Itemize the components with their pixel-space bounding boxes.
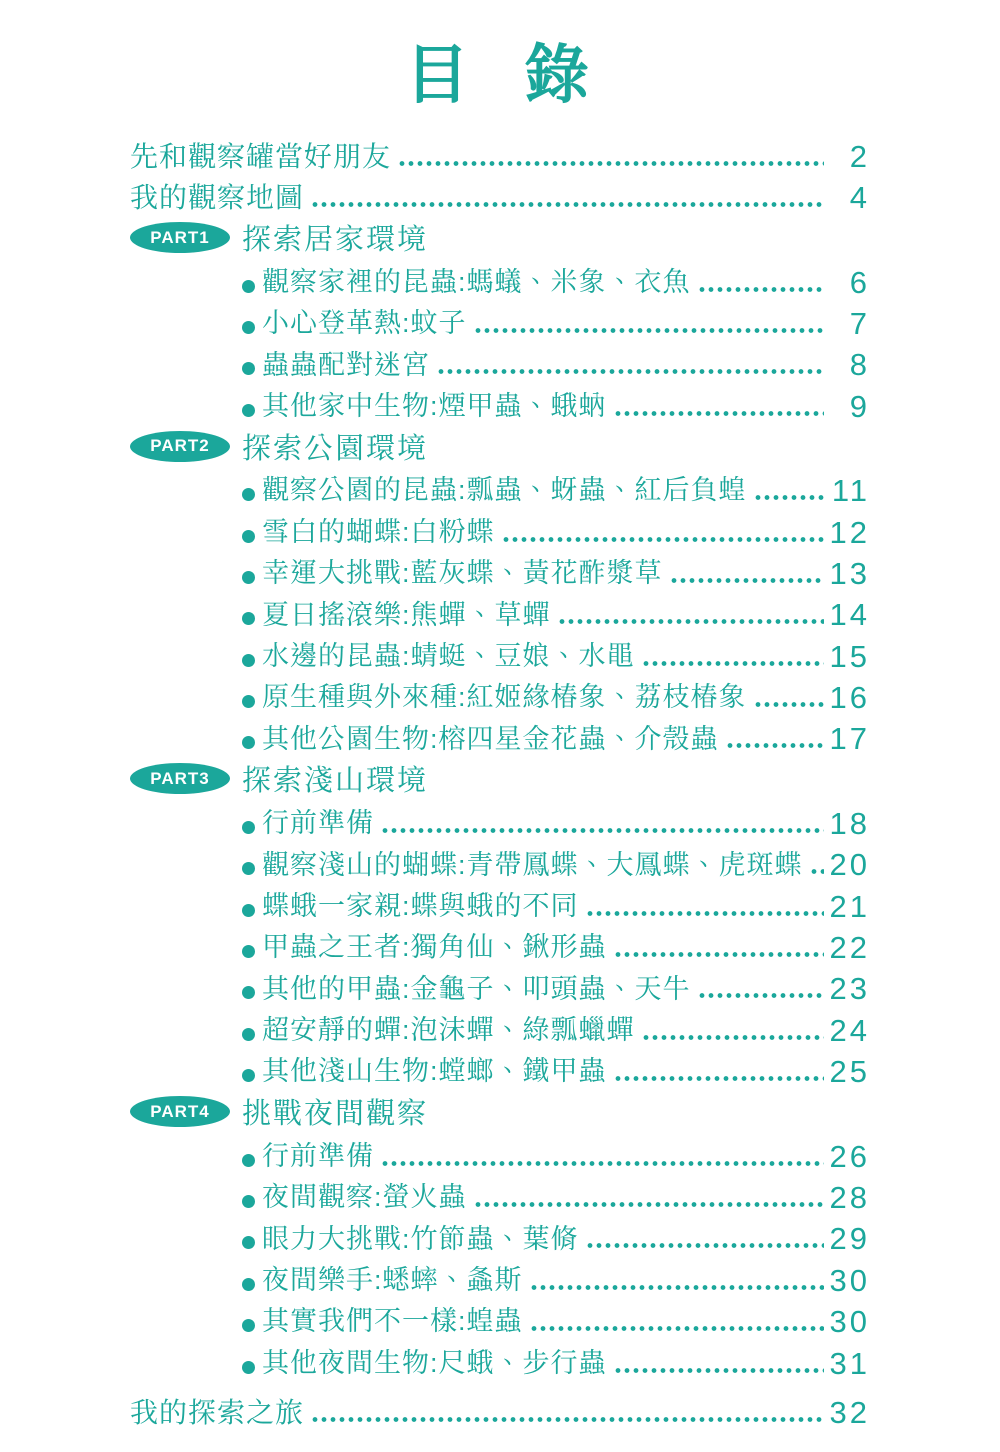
toc-entry-label: 夜間觀察:螢火蟲 [262, 1182, 467, 1213]
bullet-icon [242, 530, 255, 543]
bullet-icon [242, 1361, 255, 1374]
toc-item [242, 632, 870, 673]
dotted-leader [699, 286, 824, 293]
dotted-leader [531, 1284, 824, 1291]
part-badge: PART3 [130, 763, 230, 794]
bullet-icon [242, 571, 255, 584]
toc-entry-label: 雪白的蝴蝶:白粉蝶 [262, 516, 495, 547]
toc-item [242, 341, 870, 382]
dotted-leader [531, 1325, 824, 1332]
bullet-icon [242, 280, 255, 293]
page-number: 30 [829, 1262, 870, 1298]
toc-item [242, 300, 870, 341]
page-number: 2 [849, 138, 870, 174]
dotted-leader [727, 742, 824, 749]
toc-item [242, 1006, 870, 1047]
part-title: 探索公園環境 [242, 432, 429, 465]
toc-item [242, 1298, 870, 1339]
bullet-icon [242, 1154, 255, 1167]
toc-entry-label: 我的探索之旅 [130, 1396, 305, 1428]
page-number: 26 [829, 1138, 870, 1174]
page-number: 29 [829, 1221, 870, 1257]
dotted-leader [312, 201, 824, 208]
toc-entry-label: 觀察公園的昆蟲:瓢蟲、蚜蟲、紅后負蝗 [262, 475, 747, 506]
page-number: 24 [829, 1012, 870, 1048]
page-number: 25 [829, 1054, 870, 1090]
bullet-icon [242, 945, 255, 958]
toc-entry-label: 蟲蟲配對迷宮 [262, 349, 430, 380]
page-number: 15 [829, 638, 870, 674]
part-header [130, 424, 870, 467]
page-number: 17 [829, 721, 870, 757]
dotted-leader [615, 1367, 824, 1374]
toc-item [242, 508, 870, 549]
page-number: 22 [829, 930, 870, 966]
bullet-icon [242, 1028, 255, 1041]
toc-entry-label: 其他家中生物:煙甲蟲、蛾蚋 [262, 390, 607, 421]
part-header [130, 1089, 870, 1132]
bullet-icon [242, 1319, 255, 1332]
toc-item [242, 1215, 870, 1256]
page-title: 目 錄 [405, 39, 595, 111]
toc-entry-label: 其他的甲蟲:金龜子、叩頭蟲、天牛 [262, 973, 691, 1004]
page-number: 6 [849, 264, 870, 300]
page-number: 18 [829, 805, 870, 841]
dotted-leader [643, 660, 824, 667]
toc-item [242, 1132, 870, 1173]
toc-entry-label: 行前準備 [262, 808, 374, 839]
toc-list [130, 132, 870, 1430]
dotted-leader [382, 1160, 824, 1167]
toc-item [242, 965, 870, 1006]
part-header [130, 756, 870, 799]
toc-item [242, 1174, 870, 1215]
dotted-leader [503, 536, 824, 543]
toc-item [242, 258, 870, 299]
toc-entry-label: 原生種與外來種:紅姬緣椿象、荔枝椿象 [262, 682, 747, 713]
page-number: 16 [829, 680, 870, 716]
dotted-leader [438, 368, 824, 375]
page-number: 9 [849, 388, 870, 424]
bullet-icon [242, 904, 255, 917]
dotted-leader [671, 577, 824, 584]
dotted-leader [312, 1416, 824, 1423]
toc-entry-label: 其他公園生物:榕四星金花蟲、介殼蟲 [262, 723, 719, 754]
page-number: 21 [829, 888, 870, 924]
bullet-icon [242, 321, 255, 334]
dotted-leader [699, 992, 824, 999]
toc-entry-label: 夏日搖滾樂:熊蟬、草蟬 [262, 599, 551, 630]
toc-entry-label: 超安靜的蟬:泡沫蟬、綠瓢蠟蟬 [262, 1015, 635, 1046]
bullet-icon [242, 1195, 255, 1208]
toc-item [242, 1339, 870, 1380]
dotted-leader [615, 1075, 824, 1082]
toc-item [242, 799, 870, 840]
dotted-leader [559, 618, 824, 625]
bullet-icon [242, 654, 255, 667]
bullet-icon [242, 488, 255, 501]
page-number: 7 [849, 305, 870, 341]
toc-entry-label: 先和觀察罐當好朋友 [130, 140, 392, 172]
part-header [130, 215, 870, 258]
page-number: 28 [829, 1179, 870, 1215]
toc-entry-label: 其實我們不一樣:蝗蟲 [262, 1306, 523, 1337]
page-number: 32 [829, 1394, 870, 1430]
toc-item [242, 715, 870, 756]
dotted-leader [615, 410, 824, 417]
bullet-icon [242, 986, 255, 999]
page-number: 14 [829, 597, 870, 633]
page-number: 12 [829, 514, 870, 550]
toc-entry-label: 夜間樂手:蟋蟀、螽斯 [262, 1265, 523, 1296]
page-number: 8 [849, 347, 870, 383]
toc-item [242, 382, 870, 423]
page-number: 11 [831, 473, 870, 509]
toc-item [242, 1048, 870, 1089]
part-title: 探索淺山環境 [242, 765, 429, 798]
dotted-leader [643, 1034, 824, 1041]
toc-entry-label: 其他淺山生物:螳螂、鐵甲蟲 [262, 1056, 607, 1087]
bullet-icon [242, 1069, 255, 1082]
toc-entry-label: 觀察家裡的昆蟲:螞蟻、米象、衣魚 [262, 266, 691, 297]
toc-entry-label: 行前準備 [262, 1140, 374, 1171]
bullet-icon [242, 736, 255, 749]
toc-entry-label: 其他夜間生物:尺蛾、步行蟲 [262, 1347, 607, 1378]
toc-item [242, 1256, 870, 1297]
dotted-leader [755, 701, 824, 708]
toc-item [242, 841, 870, 882]
part-badge: PART4 [130, 1096, 230, 1127]
bullet-icon [242, 362, 255, 375]
toc-item [242, 882, 870, 923]
toc-entry-label: 甲蟲之王者:獨角仙、鍬形蟲 [262, 932, 607, 963]
bullet-icon [242, 1236, 255, 1249]
dotted-leader [475, 327, 824, 334]
dotted-leader [587, 1242, 824, 1249]
toc-item [242, 467, 870, 508]
toc-entry-label: 水邊的昆蟲:蜻蜓、豆娘、水黽 [262, 640, 635, 671]
page-number: 13 [829, 555, 870, 591]
part-badge: PART2 [130, 431, 230, 462]
toc-item [242, 591, 870, 632]
dotted-leader [475, 1201, 824, 1208]
toc-entry-label: 觀察淺山的蝴蝶:青帶鳳蝶、大鳳蝶、虎斑蝶 [262, 849, 803, 880]
dotted-leader [382, 827, 824, 834]
bullet-icon [242, 695, 255, 708]
toc-entry [130, 132, 870, 173]
toc-entry [130, 1389, 870, 1430]
toc-entry-label: 小心登革熱:蚊子 [262, 308, 467, 339]
toc-entry-label: 我的觀察地圖 [130, 182, 305, 214]
page-number: 4 [849, 180, 870, 216]
toc-entry-label: 蝶蛾一家親:蝶與蛾的不同 [262, 890, 579, 921]
toc-item [242, 924, 870, 965]
dotted-leader [811, 868, 824, 875]
part-badge: PART1 [130, 222, 230, 253]
page-number: 23 [829, 971, 870, 1007]
dotted-leader [587, 910, 824, 917]
dotted-leader [615, 951, 824, 958]
page-number: 30 [829, 1304, 870, 1340]
part-title: 探索居家環境 [242, 224, 429, 257]
toc-entry [130, 174, 870, 215]
toc-entry-label: 幸運大挑戰:藍灰蝶、黃花酢漿草 [262, 558, 663, 589]
bullet-icon [242, 1278, 255, 1291]
bullet-icon [242, 862, 255, 875]
bullet-icon [242, 612, 255, 625]
dotted-leader [399, 160, 824, 167]
toc-item [242, 674, 870, 715]
page-number: 20 [829, 847, 870, 883]
toc-item [242, 550, 870, 591]
part-title: 挑戰夜間觀察 [242, 1098, 429, 1131]
bullet-icon [242, 404, 255, 417]
bullet-icon [242, 821, 255, 834]
dotted-leader [755, 494, 824, 501]
toc-entry-label: 眼力大挑戰:竹節蟲、葉脩 [262, 1223, 579, 1254]
page-number: 31 [829, 1345, 870, 1381]
